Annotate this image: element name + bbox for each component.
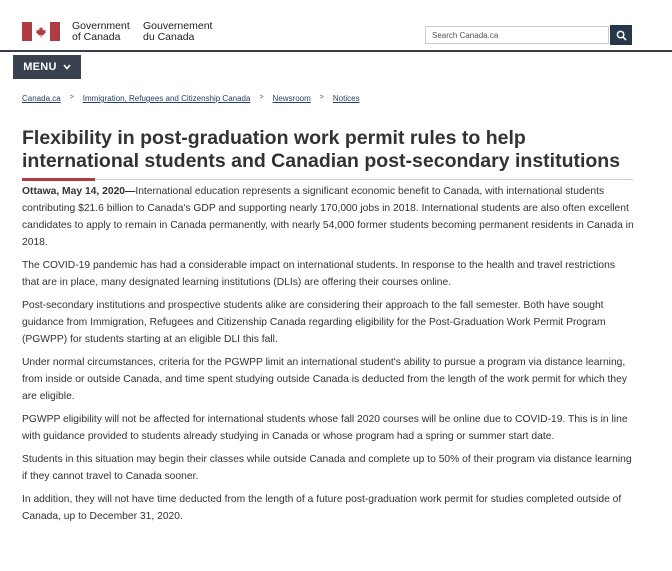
title-underline <box>95 179 633 180</box>
government-of-canada-wordmark-fr[interactable]: Gouvernement du Canada <box>143 20 213 43</box>
chevron-down-icon <box>63 64 71 70</box>
search-button[interactable] <box>610 25 632 45</box>
canada-flag-logo[interactable] <box>22 22 60 41</box>
search-input[interactable]: Search Canada.ca <box>425 26 609 44</box>
article-paragraph: In addition, they will not have time deducted from the length of a future post-graduation work permit for studies completed outside of Canada, up to December 31, 2020. <box>22 494 622 522</box>
search-icon <box>616 30 627 41</box>
breadcrumb-link-ircc[interactable]: Immigration, Refugees and Citizenship Canada <box>82 94 251 103</box>
breadcrumb-link-newsroom[interactable]: Newsroom <box>272 94 311 103</box>
article-body <box>22 183 634 531</box>
article-paragraph: The COVID-19 pandemic has had a considerable impact on international students. In response to the health and travel restrictions that are in place, many designated learning institutions (DLIs) are offering their courses online. <box>22 260 615 288</box>
breadcrumb-link-notices[interactable]: Notices <box>332 94 360 103</box>
menu-label: MENU <box>23 61 57 73</box>
article-paragraph: Under normal circumstances, criteria for the PGWPP limit an international student's ability to pursue a program via distance learning, from inside or outside Canada, and time spent studying outside Canada is deducted from the length of the work permit for which they are eligible. <box>22 357 627 402</box>
title-underline-accent <box>22 178 95 181</box>
breadcrumb-separator: > <box>259 94 264 101</box>
breadcrumb-link-canada[interactable]: Canada.ca <box>22 94 61 103</box>
menu-button[interactable] <box>13 55 81 79</box>
article-paragraph: Post-secondary institutions and prospective students alike are considering their approach to the fall semester. Both have sought guidance from Immigration, Refugees and Citizenship Canada regarding eligibility for the Post-Graduation Work Permit Program (PGWPP) for students starting at an eligible DLI this fall. <box>22 300 606 345</box>
breadcrumb-separator: > <box>319 94 324 101</box>
breadcrumb-separator: > <box>69 94 74 101</box>
article-paragraph: Ottawa, May 14, 2020—International education represents a significant economic benefit to Canada, with international students contributing $21.6 billion to Canada's GDP and supporting nearly 170,000 jobs in 2018. International students are also often excellent candidates to apply to remain in Canada permanently, with nearly 54,000 former students becoming permanent residents in Canada in 2018. <box>22 186 634 248</box>
article-paragraph: Students in this situation may begin their classes while outside Canada and complete up to 50% of their program via distance learning if they cannot travel to Canada sooner. <box>22 454 632 482</box>
maple-leaf-icon <box>35 26 47 38</box>
dateline: Ottawa, May 14, 2020— <box>22 186 136 197</box>
article-paragraph: PGWPP eligibility will not be affected for international students whose fall 2020 courses will be online due to COVID-19. This is in line with guidance provided to students already studying in Canada or whose program had a spring or summer start date. <box>22 414 628 442</box>
government-of-canada-wordmark-en[interactable]: Government of Canada <box>72 20 130 43</box>
site-header <box>0 0 672 52</box>
page-title: Flexibility in post-graduation work permit rules to help international students and Canadian post-secondary institutions <box>22 127 621 172</box>
breadcrumb <box>22 94 360 103</box>
